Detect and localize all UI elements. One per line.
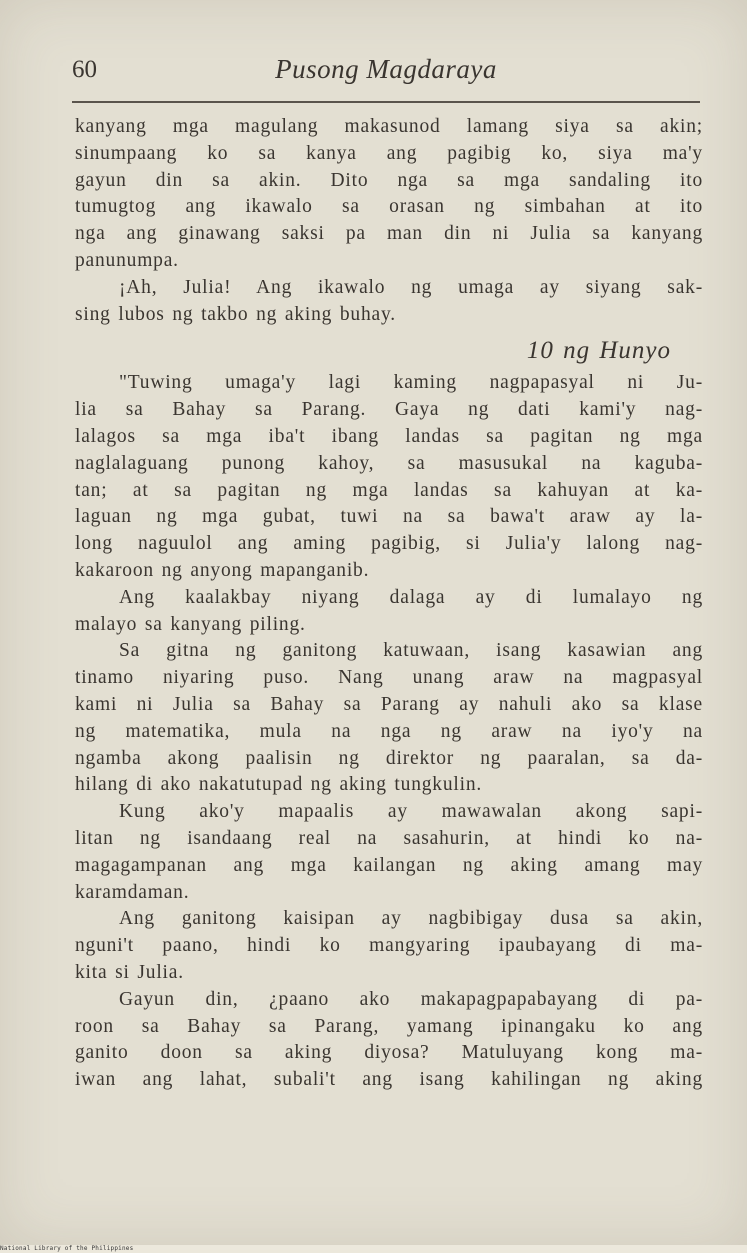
- text-line: magagampanan ang mga kailangan ng aking amang may: [75, 854, 703, 876]
- text-line: karamdaman.: [75, 881, 190, 903]
- running-title: Pusong Magdaraya: [275, 54, 497, 84]
- text-line: roon sa Bahay sa Parang, yamang ipinangaku ko ang: [75, 1015, 703, 1037]
- text-line: kakaroon ng anyong mapanganib.: [75, 559, 370, 581]
- text-line: litan ng isandaang real na sasahurin, at hindi ko na-: [75, 827, 703, 849]
- text-line: Ang ganitong kaisipan ay nagbibigay dusa sa akin,: [119, 908, 703, 930]
- page-number: 60: [72, 56, 97, 83]
- text-line: "Tuwing umaga'y lagi kaming nagpapasyal ni Ju-: [119, 372, 703, 394]
- text-line: ngamba akong paalisin ng direktor ng paaralan, sa da-: [75, 747, 703, 769]
- library-credit: National Library of the Philippines: [0, 1245, 134, 1252]
- text-line: ¡Ah, Julia! Ang ikawalo ng umaga ay siyang sak-: [119, 276, 703, 298]
- text-line: laguan ng mga gubat, tuwi na sa bawa't araw ay la-: [75, 506, 703, 528]
- text-line: kami ni Julia sa Bahay sa Parang ay nahuli ako sa klase: [75, 693, 703, 715]
- text-line: gayun din sa akin. Dito nga sa mga sandaling ito: [75, 169, 703, 191]
- text-line: malayo sa kanyang piling.: [75, 613, 306, 635]
- date-heading: 10 ng Hunyo: [526, 337, 671, 365]
- text-line: Gayun din, ¿paano ako makapagpapabayang di pa-: [119, 988, 703, 1010]
- page-header: [72, 52, 700, 92]
- text-line: Ang kaalakbay niyang dalaga ay di lumalayo ng: [119, 586, 703, 608]
- text-line: ng matematika, mula na nga ng araw na iyo'y na: [75, 720, 703, 742]
- text-line: kanyang mga magulang makasunod lamang siya sa akin;: [75, 116, 703, 137]
- text-line: Sa gitna ng ganitong katuwaan, isang kasawian ang: [119, 640, 703, 662]
- text-line: long naguulol ang aming pagibig, si Julia'y lalong nag-: [75, 533, 703, 555]
- text-line: nguni't paano, hindi ko mangyaring ipaubayang di ma-: [75, 935, 703, 957]
- text-line: naglalaguang punong kahoy, sa masusukal na kaguba-: [75, 452, 703, 474]
- text-line: ganito doon sa aking diyosa? Matuluyang kong ma-: [75, 1042, 703, 1064]
- body-text: [75, 114, 703, 1094]
- text-line: nga ang ginawang saksi pa man din ni Julia sa kanyang: [75, 223, 703, 245]
- text-line: hilang di ako nakatutupad ng aking tungkulin.: [75, 774, 483, 796]
- text-line: tinamo niyaring puso. Nang unang araw na magpasyal: [75, 667, 703, 689]
- text-line: lia sa Bahay sa Parang. Gaya ng dati kami'y nag-: [75, 399, 703, 421]
- text-line: tan; at sa pagitan ng mga landas sa kahuyan at ka-: [75, 479, 703, 501]
- text-line: sinumpaang ko sa kanya ang pagibig ko, siya ma'y: [75, 142, 703, 164]
- text-line: kita si Julia.: [75, 961, 184, 983]
- text-line: sing lubos ng takbo ng aking buhay.: [75, 303, 396, 325]
- text-line: lalagos sa mga iba't ibang landas sa pagitan ng mga: [75, 425, 703, 447]
- text-line: Kung ako'y mapaalis ay mawawalan akong sapi-: [119, 801, 703, 823]
- text-line: tumugtog ang ikawalo sa orasan ng simbahan at ito: [75, 196, 703, 218]
- header-rule: [72, 101, 700, 103]
- text-line: panunumpa.: [75, 249, 179, 271]
- text-line: iwan ang lahat, subali't ang isang kahilingan ng aking: [75, 1069, 703, 1091]
